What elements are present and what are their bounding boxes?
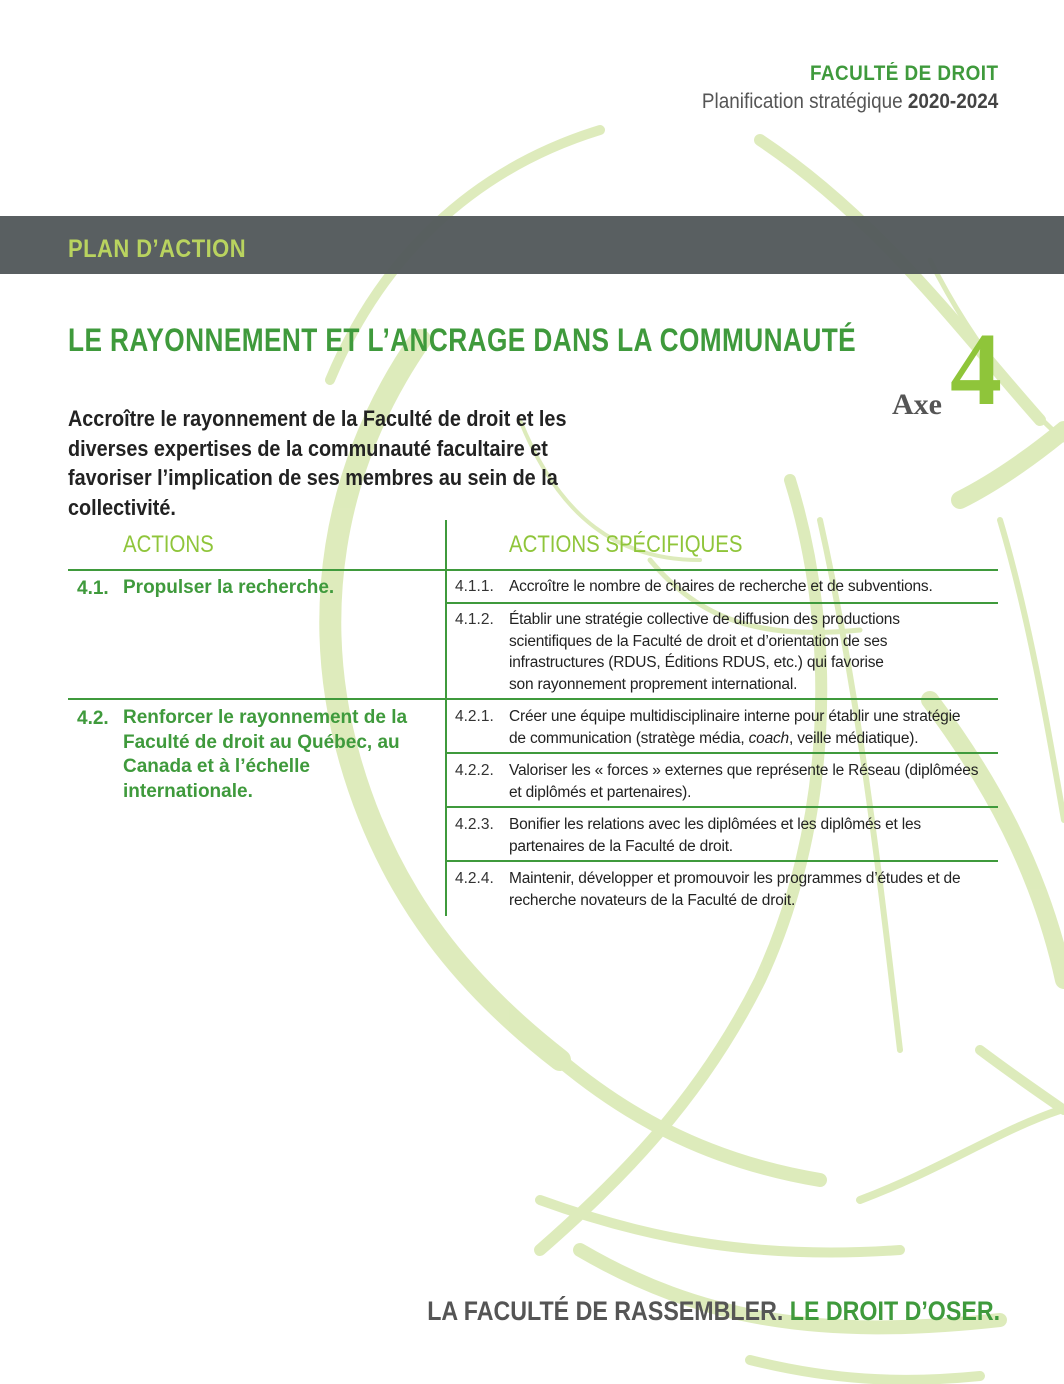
specific-action-text-part: Créer une équipe multidisciplinaire interne pour établir une stratégie de communication (stratège média, [509,708,961,747]
action-text: Renforcer le rayonnement de la Faculté de droit au Québec, au Canada et à l’échelle internationale. [123,707,408,802]
table-rule [447,752,998,754]
plan-text: Planification stratégique [701,90,903,113]
axe-label: Axe [892,388,942,421]
specific-action-text [509,706,979,749]
footer-slogan [427,1296,1000,1327]
footer-slogan-part1: LA FACULTÉ DE RASSEMBLER. [427,1296,784,1326]
specific-action-text: Valoriser les « forces » externes que représente le Réseau (diplômées et diplômés et partenaires). [509,762,979,801]
page-title: LE RAYONNEMENT ET L’ANCRAGE DANS LA COMMUNAUTÉ [68,322,857,358]
axe-number: 4 [950,312,1002,427]
column-header-actions: ACTIONS [123,531,214,558]
plan-subtitle [702,90,998,114]
specific-action-number: 4.2.2. [455,762,494,779]
action-text: Propulser la recherche. [123,577,335,598]
table-rule [447,806,998,808]
specific-action-number: 4.1.2. [455,611,494,628]
specific-action-text-part: , veille médiatique). [788,729,919,747]
column-header-specific: ACTIONS SPÉCIFIQUES [509,531,743,558]
specific-action-text: Bonifier les relations avec les diplômées et les diplômés et les partenaires de la Faculté de droit. [509,816,921,855]
specific-action-number: 4.2.4. [455,870,494,887]
action-number: 4.1. [77,578,109,599]
faculty-name: FACULTÉ DE DROIT [809,62,998,85]
specific-action-number: 4.2.1. [455,708,494,725]
specific-action-text: Accroître le nombre de chaires de recherche et de subventions. [509,578,933,595]
specific-action-number: 4.2.3. [455,816,494,833]
specific-action-text-italic: coach [748,729,789,747]
band-label: PLAN D’ACTION [68,235,247,263]
action-number: 4.2. [77,708,109,729]
specific-action-text: Établir une stratégie collective de diffusion des productions scientifiques de la Faculté de droit et d’orientation de ses infrastructures (RDUS, Éditions RDUS, etc.) qui favorise son rayonnement proprement international. [509,611,900,693]
table-rule [447,860,998,862]
intro-paragraph: Accroître le rayonnement de la Faculté de droit et les diverses expertises de la communauté facultaire et favoriser l’implication de ses membres au sein de la collectivité. [68,406,567,520]
table-rule [447,602,998,604]
specific-action-number: 4.1.1. [455,578,494,595]
table-rule [68,569,998,571]
footer-slogan-part2: LE DROIT D’OSER. [789,1296,1000,1326]
plan-years: 2020-2024 [907,90,998,113]
specific-action-text: Maintenir, développer et promouvoir les programmes d’études et de recherche novateurs de la Faculté de droit. [509,870,961,909]
table-rule [68,698,998,700]
